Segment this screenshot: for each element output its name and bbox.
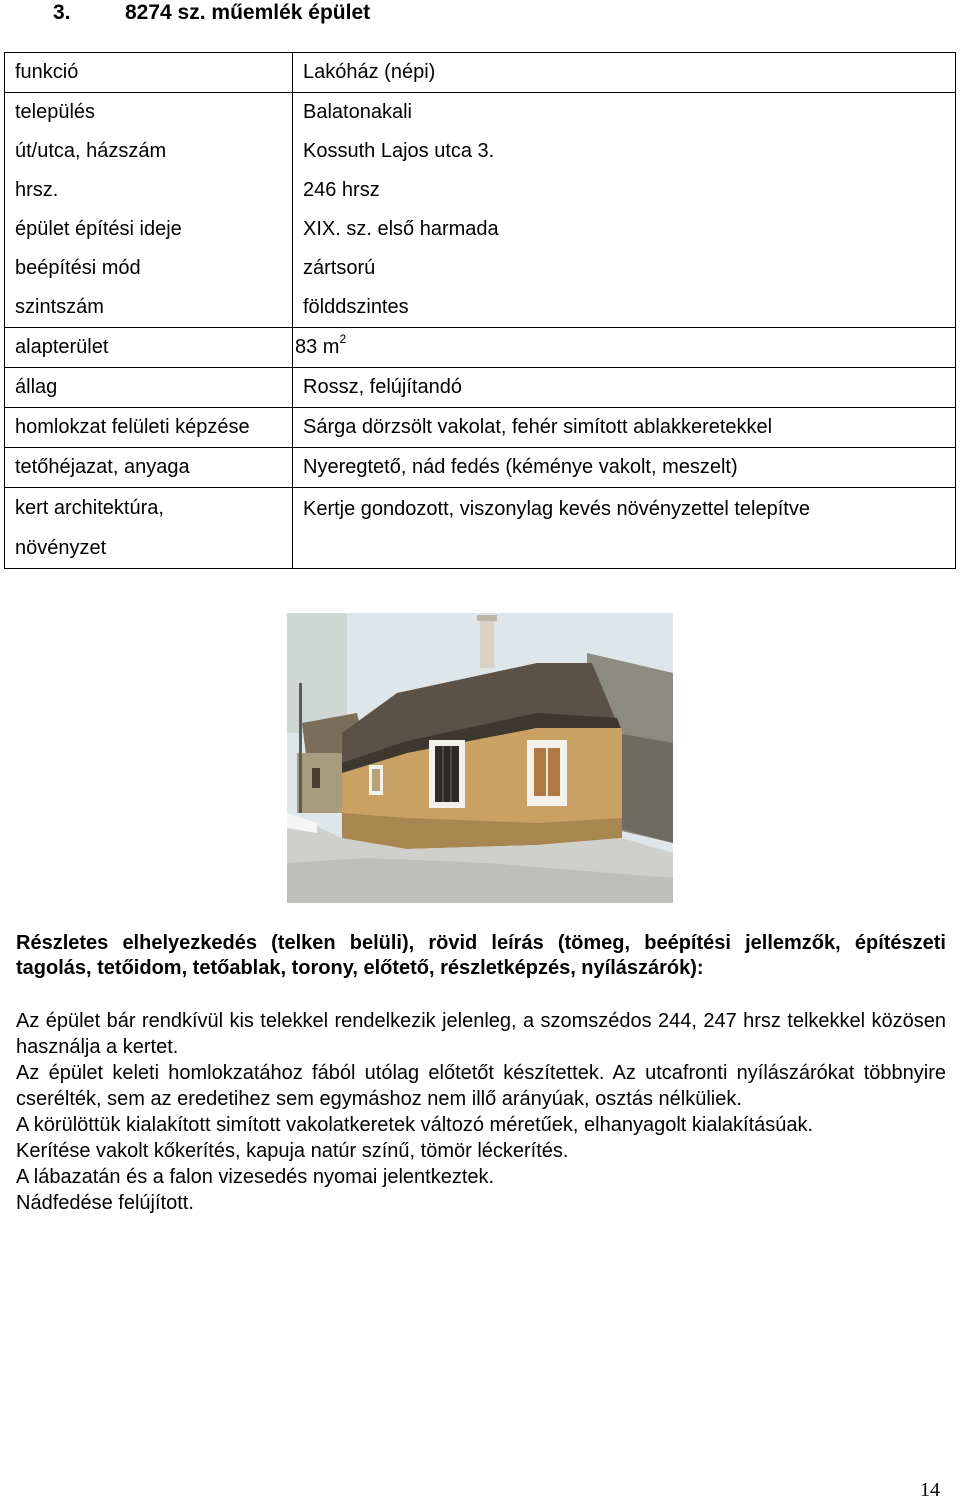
- row-label: homlokzat felületi képzése: [5, 408, 293, 448]
- superscript: 2: [339, 332, 347, 347]
- row-label: út/utca, házszám: [5, 132, 293, 171]
- section-number: 3.: [53, 1, 71, 24]
- table-row: [5, 53, 956, 93]
- row-label: [5, 488, 293, 569]
- paragraph: Az épület keleti homlokzatához fából utólag előtetőt készítettek. Az utcafronti nyílászárókat többnyire cserélték, sem az eredetihez sem egymáshoz nem illő arányúak, osztás nélküliek.: [16, 1062, 946, 1110]
- description-heading: Részletes elhelyezkedés (telken belüli), rövid leírás (tömeg, beépítési jellemzők, építészeti tagolás, tetőidom, tetőablak, torony, előtető, részletképzés, nyílászárók):: [16, 932, 946, 979]
- row-value: Sárga dörzsölt vakolat, fehér simított ablakkeretekkel: [293, 408, 956, 448]
- paragraph: Nádfedése felújított.: [16, 1192, 194, 1214]
- paragraph: Kerítése vakolt kőkerítés, kapuja natúr színű, tömör léckerítés.: [16, 1140, 569, 1162]
- table-row: [5, 408, 956, 448]
- row-value: földdszintes: [293, 288, 956, 328]
- table-row: [5, 448, 956, 488]
- row-value: Nyeregtető, nád fedés (kéménye vakolt, meszelt): [293, 448, 956, 488]
- row-label: állag: [5, 368, 293, 408]
- table-row: [5, 368, 956, 408]
- row-value: Kertje gondozott, viszonylag kevés növényzettel telepítve: [293, 488, 956, 569]
- info-table: [4, 52, 956, 569]
- paragraph: A körülöttük kialakított simított vakolatkeretek változó méretűek, elhanyagolt kialakításúak.: [16, 1114, 814, 1136]
- row-value: [293, 328, 956, 368]
- row-label: település: [5, 93, 293, 133]
- row-label: beépítési mód: [5, 249, 293, 288]
- row-value: 246 hrsz: [293, 171, 956, 210]
- row-value-text: 83 m: [295, 336, 340, 358]
- table-row: [5, 171, 956, 210]
- row-value: Lakóház (népi): [293, 53, 956, 93]
- row-value: zártsorú: [293, 249, 956, 288]
- page-number: 14: [920, 1479, 940, 1501]
- row-label-line1: kert architektúra,: [15, 497, 164, 519]
- table-row: [5, 210, 956, 249]
- paragraph: Az épület bár rendkívül kis telekkel rendelkezik jelenleg, a szomszédos 244, 247 hrsz telkekkel közösen használja a kertet.: [16, 1010, 946, 1058]
- row-label: hrsz.: [5, 171, 293, 210]
- row-value: XIX. sz. első harmada: [293, 210, 956, 249]
- description-body: [16, 1008, 946, 1216]
- row-label: szintszám: [5, 288, 293, 328]
- table-row: [5, 93, 956, 133]
- row-label: épület építési ideje: [5, 210, 293, 249]
- row-label: alapterület: [5, 328, 293, 368]
- table-row: [5, 249, 956, 288]
- table-row: [5, 488, 956, 569]
- table-row: [5, 288, 956, 328]
- table-row: [5, 132, 956, 171]
- row-label: funkció: [5, 53, 293, 93]
- row-label: tetőhéjazat, anyaga: [5, 448, 293, 488]
- paragraph: A lábazatán és a falon vizesedés nyomai jelentkeztek.: [16, 1166, 495, 1188]
- house-photo: [287, 613, 673, 903]
- section-title: 8274 sz. műemlék épület: [125, 1, 371, 24]
- section-heading: [53, 1, 370, 25]
- row-value: Balatonakali: [293, 93, 956, 133]
- row-value: Kossuth Lajos utca 3.: [293, 132, 956, 171]
- row-value: Rossz, felújítandó: [293, 368, 956, 408]
- row-label-line2: növényzet: [15, 537, 107, 559]
- table-row: [5, 328, 956, 368]
